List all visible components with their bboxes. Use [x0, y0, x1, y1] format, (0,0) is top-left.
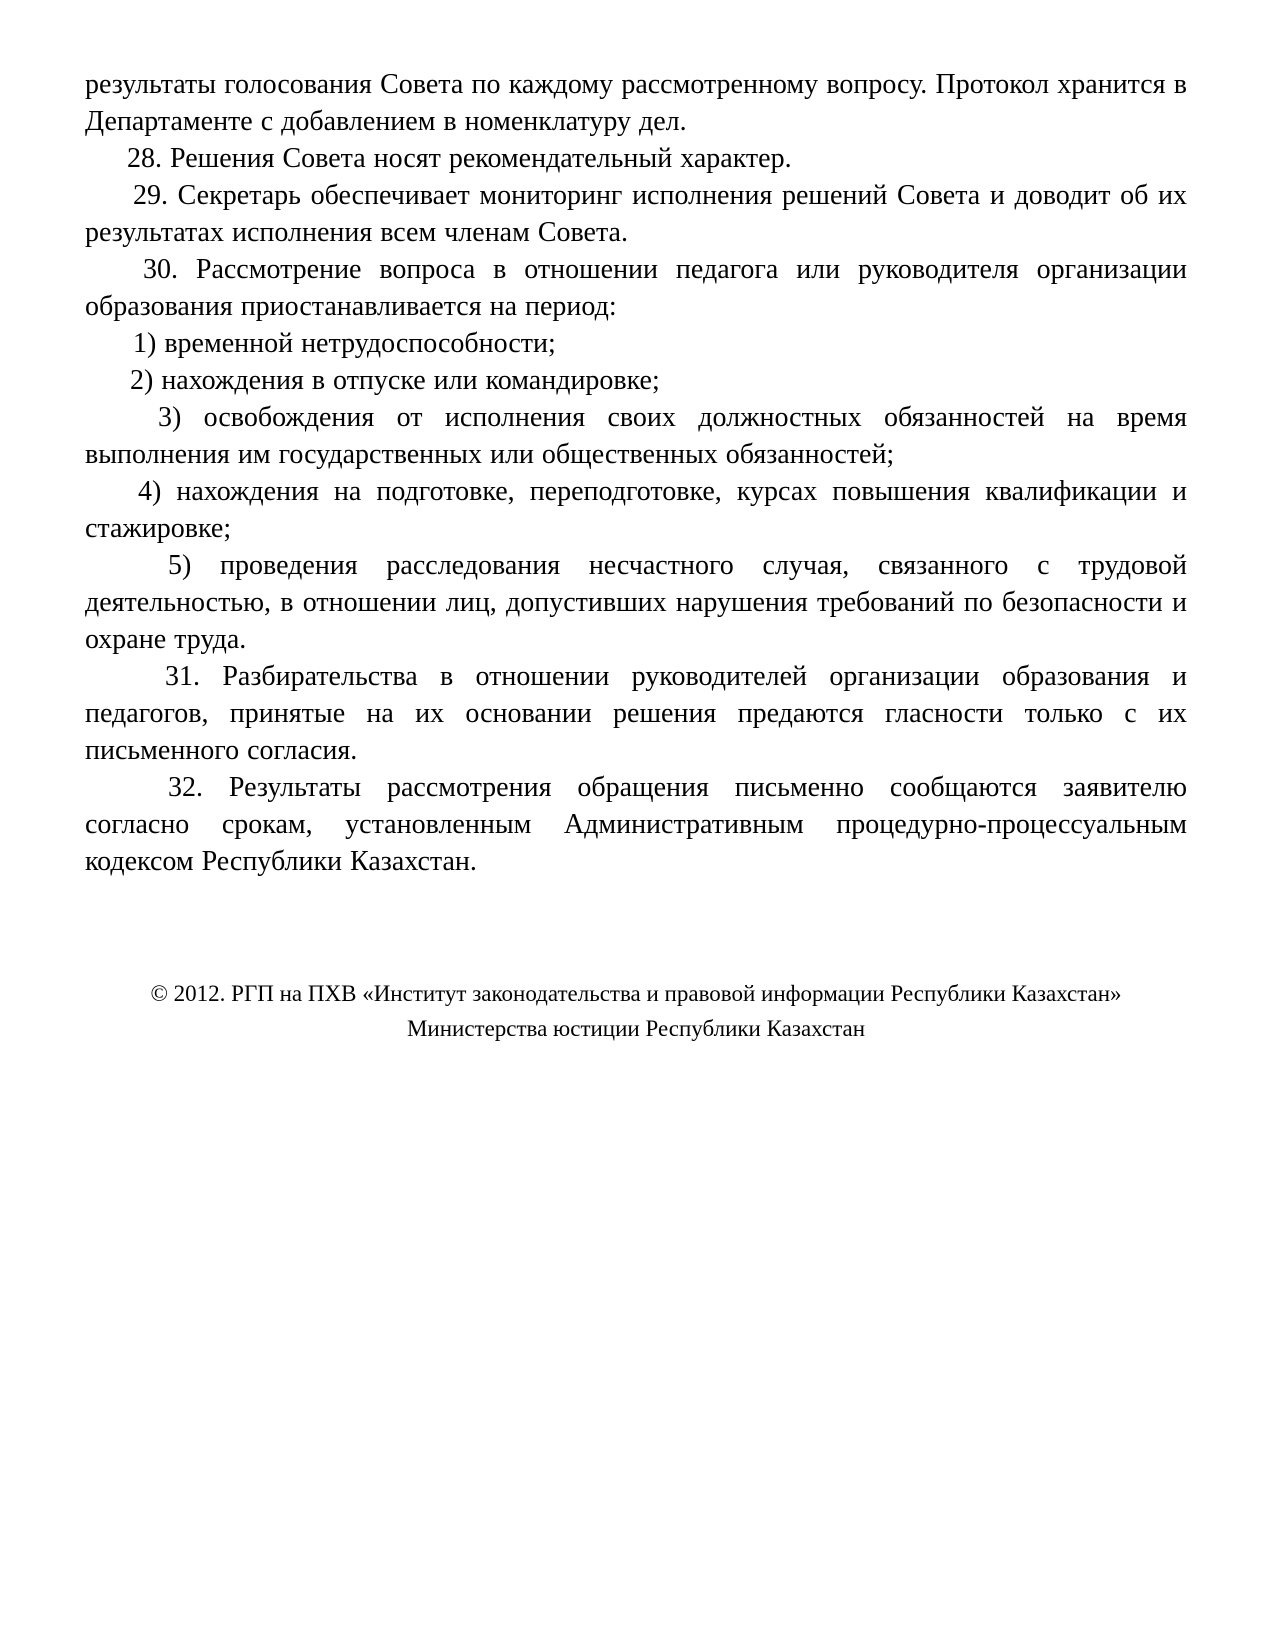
paragraph-31: 31. Разбирательства в отношении руководителей организации образования и педагогов, принятые на их основании решения предаются гласности только с их письменного согласия. — [85, 661, 1187, 766]
document-body — [85, 66, 1187, 1046]
paragraph-29: 29. Секретарь обеспечивает мониторинг исполнения решений Совета и доводит об их результатах исполнения всем членам Совета. — [85, 180, 1187, 248]
paragraph-32: 32. Результаты рассмотрения обращения письменно сообщаются заявителю согласно срокам, установленным Административным процедурно-процессуальным кодексом Республики Казахстан. — [85, 772, 1187, 877]
paragraph-30-list-item-3: 3) освобождения от исполнения своих должностных обязанностей на время выполнения им государственных или общественных обязанностей; — [85, 402, 1187, 470]
paragraph-28: 28. Решения Совета носят рекомендательный характер. — [127, 143, 792, 174]
paragraph-30-list-item-1: 1) временной нетрудоспособности; — [133, 328, 556, 359]
paragraph-30: 30. Рассмотрение вопроса в отношении педагога или руководителя организации образования приостанавливается на период: — [85, 254, 1187, 322]
copyright-line-2: Министерства юстиции Республики Казахстан — [406, 1016, 866, 1041]
paragraph-30-list-item-5: 5) проведения расследования несчастного случая, связанного с трудовой деятельностью, в отношении лиц, допустивших нарушения требований по безопасности и охране труда. — [85, 550, 1187, 655]
copyright-footer — [85, 976, 1187, 1046]
paragraph-27-continuation: результаты голосования Совета по каждому рассмотренному вопросу. Протокол хранится в Департаменте с добавлением в номенклатуру дел. — [85, 69, 1187, 137]
paragraph-30-list-item-2: 2) нахождения в отпуске или командировке; — [130, 365, 660, 396]
paragraph-30-list-item-4: 4) нахождения на подготовке, переподготовке, курсах повышения квалификации и стажировке; — [85, 476, 1187, 544]
copyright-line-1: © 2012. РГП на ПХВ «Институт законодательства и правовой информации Республики Казахстан» — [150, 981, 1122, 1006]
